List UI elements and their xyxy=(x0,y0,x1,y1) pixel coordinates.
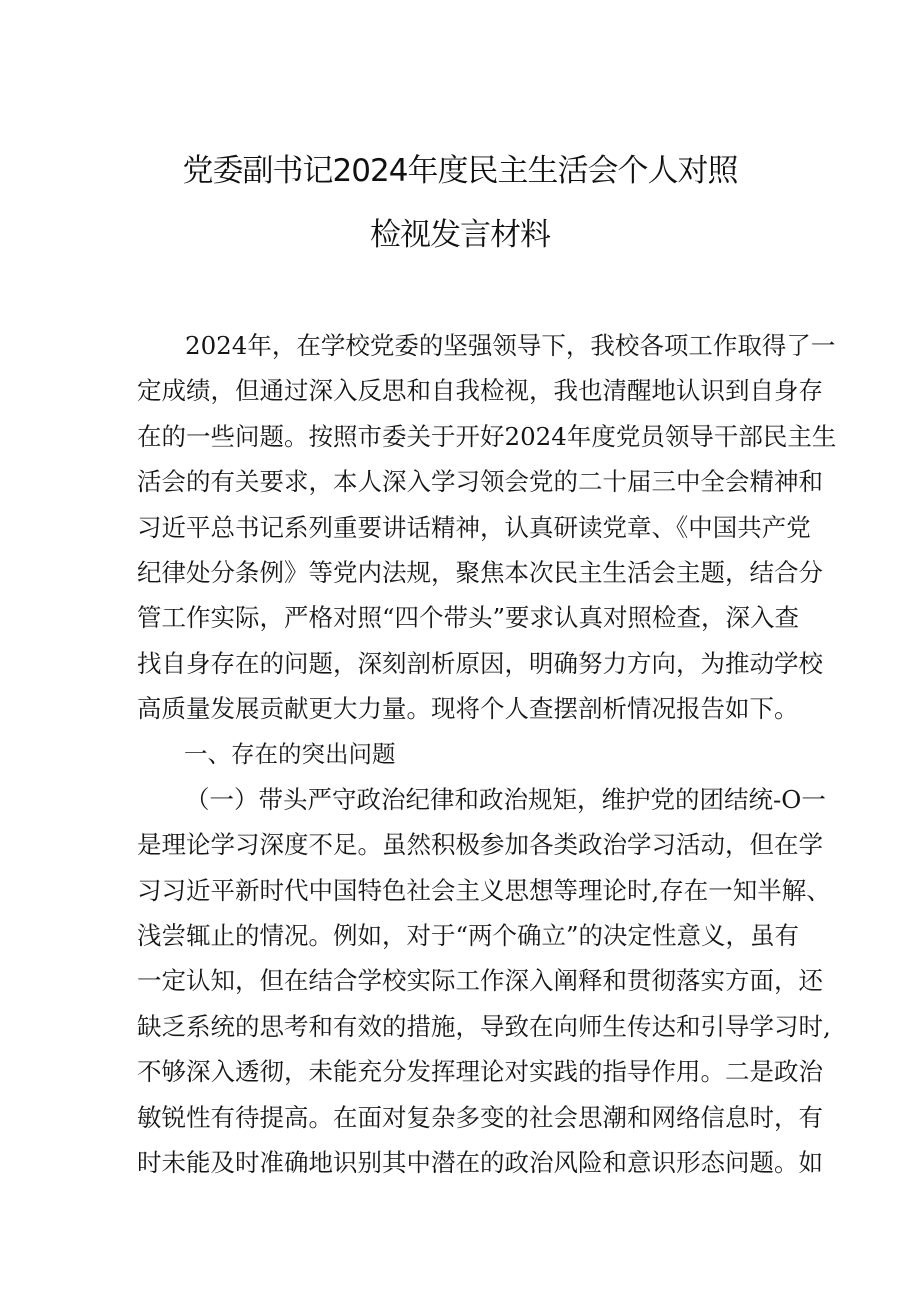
document-title xyxy=(0,155,920,251)
paragraph-1-line: 2024年，在学校党委的坚强领导下，我校各项工作取得了一 xyxy=(185,331,836,360)
paragraph-1-line: 习近平总书记系列重要讲话精神，认真研读党章、《中国共产党 xyxy=(137,512,811,542)
title-line-2: 检视发言材料 xyxy=(370,217,550,253)
paragraph-1-line: 在的一些问题。按照市委关于开好2024年度党员领导干部民主生 xyxy=(137,421,837,451)
paragraph-2-line: （一）带头严守政治纪律和政治规矩，维护党的团结统-O一 xyxy=(185,784,826,814)
document-body xyxy=(137,323,837,1185)
section-heading: 一、存在的突出问题 xyxy=(184,739,396,768)
paragraph-1-line: 管工作实际，严格对照“四个带头”要求认真对照检查，深入查 xyxy=(137,603,800,633)
paragraph-2-line: 缺乏系统的思考和有效的措施，导致在向师生传达和引导学习时, xyxy=(137,1011,831,1041)
paragraph-1-line: 找自身存在的问题，深刻剖析原因，明确努力方向，为推动学校 xyxy=(137,648,823,678)
paragraph-2-line: 敏锐性有待提高。在面对复杂多变的社会思潮和网络信息时，有 xyxy=(137,1102,823,1132)
paragraph-2-line: 一定认知，但在结合学校实际工作深入阐释和贯彻落实方面，还 xyxy=(137,966,823,996)
title-line-1: 党委副书记2024年度民主生活会个人对照 xyxy=(182,153,738,189)
paragraph-2-line: 不够深入透彻，未能充分发挥理论对实践的指导作用。二是政治 xyxy=(137,1057,823,1087)
paragraph-2-line: 是理论学习深度不足。虽然积极参加各类政治学习活动，但在学 xyxy=(137,830,823,860)
paragraph-2-line: 时未能及时准确地识别其中潜在的政治风险和意识形态问题。如 xyxy=(137,1148,823,1178)
paragraph-1-line: 活会的有关要求，本人深入学习领会党的二十届三中全会精神和 xyxy=(137,467,823,497)
paragraph-1-line: 纪律处分条例》等党内法规，聚焦本次民主生活会主题，结合分 xyxy=(137,557,823,587)
paragraph-1-line: 定成绩，但通过深入反思和自我检视，我也清醒地认识到自身存 xyxy=(137,376,823,406)
paragraph-2-line: 习习近平新时代中国特色社会主义思想等理论时,存在一知半解、 xyxy=(137,875,831,905)
paragraph-2-line: 浅尝辄止的情况。例如，对于“两个确立”的决定性意义，虽有 xyxy=(137,921,800,951)
paragraph-1-line: 高质量发展贡献更大力量。现将个人查摆剖析情况报告如下。 xyxy=(137,694,799,724)
